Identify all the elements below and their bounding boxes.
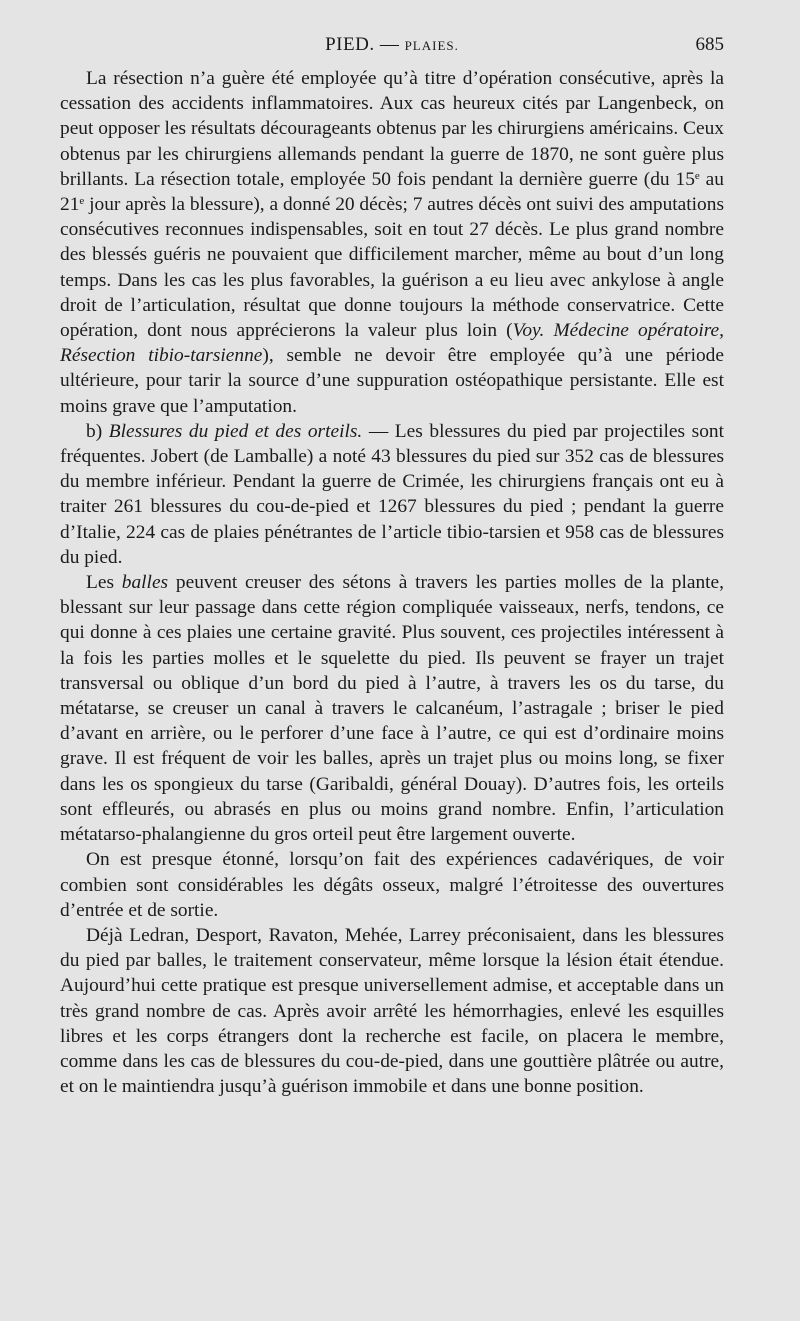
paragraph-experiments: On est presque étonné, lorsqu’on fait des expériences cadavériques, de voir combien sont considérables les dégâts osseux, malgré l’étroitesse des ouvertures d’entrée et de sortie. <box>60 849 724 921</box>
section-label: b) <box>86 420 109 442</box>
paragraph-treatment: Déjà Ledran, Desport, Ravaton, Mehée, Larrey préconisaient, dans les blessures du pied par balles, le traitement conservateur, même lorsque la lésion était étendue. Aujourd’hui cette pratique est presque universellement admise, et acceptable dans un très grand nombre de cas. Après avoir arrêté les hémorrhagies, enlevé les esquilles libres et les corps étrangers dont la recherche est facile, on placera le membre, comme dans les cas de blessures du cou-de-pied, dans une gouttière plâtrée ou autre, et on le maintiendra jusqu’à guérison immobile et dans une bonne position. <box>60 924 724 1098</box>
paragraph-text: La résection n’a guère été employée qu’à titre d’opération consécutive, après la cessation des accidents inflammatoires. Aux cas heureux cités par Langenbeck, on peut opposer les résultats décourageants obtenus par les chirurgiens américains. Ceux obtenus par les chirurgiens allemands pendant la guerre de 1870, ne sont guère plus brillants. La résection totale, employée 50 fois pendant la dernière guerre (du 15 <box>60 68 724 190</box>
running-head-subtitle: PLAIES. <box>404 38 459 53</box>
cross-reference: Voy. Médecine opératoire, Résection tibio-tarsienne <box>60 320 724 367</box>
page-number: 685 <box>695 34 724 55</box>
paragraph-text: — Les blessures du pied par projectiles sont fréquentes. Jobert (de Lamballe) a noté 43 blessures du pied sur 352 cas de blessures du membre inférieur. Pendant la guerre de Crimée, les chirurgiens français ont eu à traiter 261 blessures du cou-de-pied et 1267 blessures du pied ; pendant la guerre d’Italie, 224 cas de plaies pénétrantes de l’article tibio-tarsien et 958 cas de blessures du pied. <box>60 420 724 568</box>
paragraph-text: ), semble ne devoir être employée qu’à une période ultérieure, pour tarir la source d’une suppuration ostéopathique persistante. Elle est moins grave que l’amputation. <box>60 345 724 417</box>
paragraph-text: jour après la blessure), a donné 20 décès; 7 autres décès ont suivi des amputations consécutives reconnues indispensables, soit en tout 27 décès. Le plus grand nombre des blessés guéris ne pouvaient que difficilement marcher, même au bout d’un long temps. Dans les cas les plus favorables, la guérison a eu lieu avec ankylose à angle droit de l’articulation, résultat que donne toujours la méthode conservatrice. Cette opération, dont nous apprécierons la valeur plus loin ( <box>60 194 724 342</box>
paragraph-foot-wounds <box>60 419 724 570</box>
paragraph-text: peuvent creuser des sétons à travers les parties molles de la plante, blessant sur leur passage dans cette région compliquée vaisseaux, nerfs, tendons, ce qui donne à ces plaies une certaine gravité. Plus souvent, ces projectiles intéressent à la fois les parties molles et le squelette du pied. Ils peuvent se frayer un trajet transversal ou oblique d’un bord du pied à l’autre, à travers les os du tarse, du métatarse, se creuser un canal à travers le calcanéum, l’astragale ; briser le pied d’avant en arrière, ou le perforer d’une face à l’autre, ce qui est d’ordinaire moins grave. Il est fréquent de voir les balles, après un trajet plus ou moins long, se fixer dans les os spongieux du tarse (Garibaldi, général Douay). D’autres fois, les orteils sont effleurés, ou abrasés en plus ou moins grand nombre. Enfin, l’articulation métatarso-phalangienne du gros orteil peut être largement ouverte. <box>60 572 724 846</box>
paragraph-text: Les <box>86 572 122 594</box>
superscript: e <box>79 195 85 208</box>
page-header <box>60 34 724 60</box>
paragraph-bullets <box>60 570 724 847</box>
superscript: e <box>694 169 700 182</box>
paragraph-resection <box>60 66 724 419</box>
running-head-title: PIED. — <box>325 34 400 55</box>
paragraph-text: au 21 <box>60 168 724 216</box>
body-text <box>60 66 724 1099</box>
running-head <box>60 34 724 56</box>
section-heading: Blessures du pied et des orteils. <box>108 420 363 442</box>
emphasis: balles <box>121 572 169 594</box>
